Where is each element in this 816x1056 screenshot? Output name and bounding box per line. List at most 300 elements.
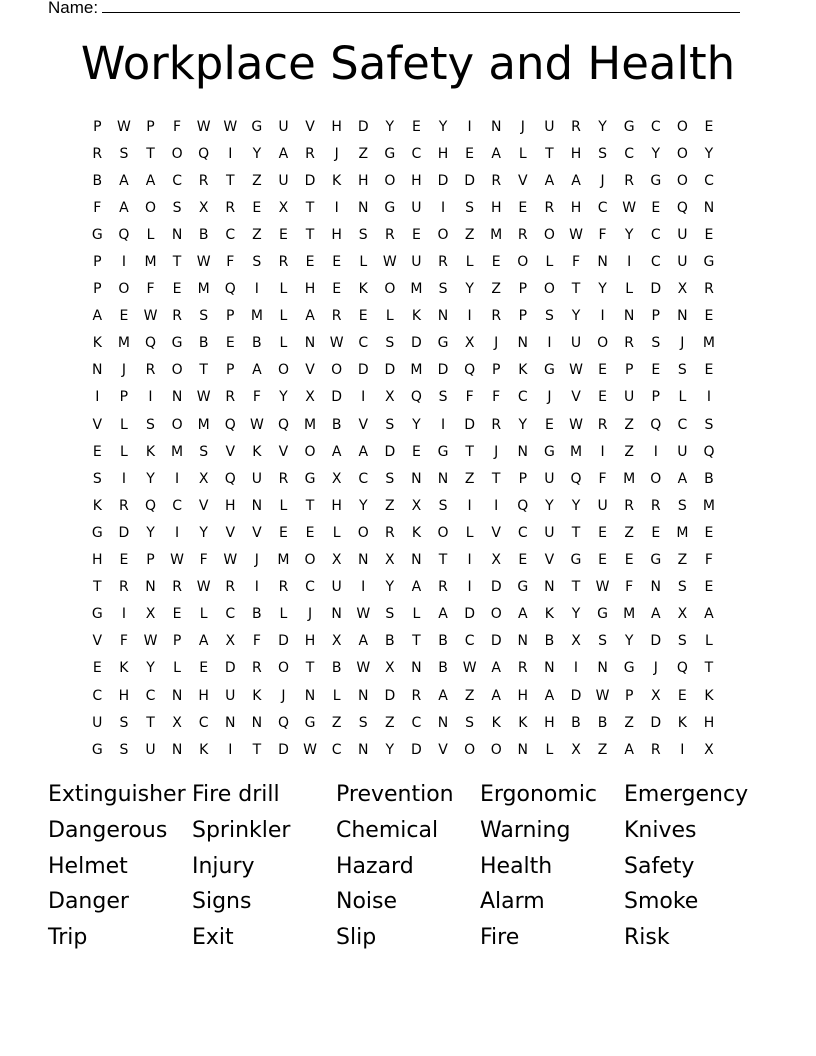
word-bank-item: Dangerous: [48, 817, 168, 843]
grid-letter: E: [624, 552, 634, 569]
grid-letter: X: [411, 497, 422, 514]
grid-letter: K: [358, 281, 368, 298]
grid-letter: W: [196, 389, 211, 406]
grid-letter: N: [92, 362, 103, 379]
grid-letter: K: [119, 660, 129, 677]
grid-letter: H: [331, 497, 342, 514]
grid-letter: X: [571, 633, 581, 650]
grid-letter: Q: [570, 470, 582, 487]
grid-letter: W: [196, 118, 211, 135]
grid-letter: Y: [624, 226, 634, 243]
grid-letter: P: [93, 281, 102, 298]
grid-letter: N: [650, 579, 661, 596]
grid-letter: E: [279, 524, 288, 541]
grid-letter: Z: [624, 714, 634, 731]
grid-letter: S: [465, 199, 475, 216]
grid-letter: O: [118, 281, 130, 298]
grid-letter: S: [385, 335, 395, 352]
grid-letter: O: [676, 118, 688, 135]
grid-letter: W: [356, 606, 371, 623]
grid-letter: G: [543, 362, 555, 379]
grid-letter: A: [198, 633, 209, 650]
grid-letter: T: [438, 552, 448, 569]
grid-letter: O: [650, 470, 662, 487]
name-underline: [102, 0, 740, 13]
grid-letter: E: [518, 199, 528, 216]
grid-letter: E: [651, 362, 661, 379]
grid-letter: Q: [517, 497, 529, 514]
grid-letter: X: [225, 633, 236, 650]
grid-letter: G: [91, 606, 103, 623]
word-bank-item: Smoke: [624, 889, 699, 915]
grid-letter: I: [600, 443, 605, 460]
grid-letter: N: [544, 579, 555, 596]
grid-letter: T: [305, 226, 315, 243]
grid-letter: Z: [624, 443, 634, 460]
grid-letter: K: [252, 687, 262, 704]
grid-letter: A: [331, 443, 342, 460]
grid-letter: R: [650, 497, 661, 514]
grid-letter: K: [411, 308, 422, 325]
grid-letter: M: [197, 281, 210, 298]
grid-letter: S: [385, 470, 395, 487]
grid-letter: H: [357, 172, 369, 189]
grid-letter: A: [438, 606, 448, 623]
grid-letter: Q: [464, 362, 476, 379]
grid-letter: C: [92, 687, 103, 704]
name-field: [48, 0, 740, 19]
grid-letter: Y: [385, 741, 395, 758]
grid-letter: W: [569, 362, 583, 379]
grid-letter: Y: [571, 606, 581, 623]
grid-letter: I: [361, 389, 366, 406]
grid-letter: H: [304, 281, 316, 298]
grid-letter: A: [491, 687, 501, 704]
word-bank-item: Prevention: [336, 782, 454, 807]
grid-letter: D: [384, 687, 396, 704]
grid-letter: P: [146, 552, 155, 569]
grid-letter: W: [223, 552, 238, 569]
grid-letter: D: [304, 172, 316, 189]
grid-letter: G: [650, 172, 662, 189]
grid-letter: O: [357, 524, 369, 541]
grid-letter: N: [597, 254, 608, 271]
grid-letter: U: [544, 118, 555, 135]
word-bank-item: Danger: [48, 889, 129, 915]
grid-letter: H: [517, 687, 529, 704]
grid-letter: M: [490, 226, 503, 243]
grid-letter: R: [172, 579, 182, 596]
grid-letter: T: [146, 145, 155, 162]
grid-letter: X: [198, 199, 209, 216]
grid-letter: T: [93, 579, 102, 596]
grid-letter: Z: [358, 145, 369, 162]
grid-letter: R: [517, 226, 528, 243]
grid-letter: E: [92, 660, 102, 677]
grid-letter: V: [491, 524, 501, 541]
word-bank-item: Trip: [48, 925, 88, 951]
grid-letter: E: [518, 552, 528, 569]
grid-letter: A: [411, 579, 422, 596]
grid-letter: A: [491, 145, 501, 162]
grid-letter: C: [411, 714, 422, 731]
grid-letter: Y: [385, 579, 395, 596]
grid-letter: M: [623, 470, 636, 487]
grid-letter: G: [597, 606, 608, 623]
grid-letter: J: [281, 687, 286, 704]
grid-letter: B: [331, 416, 342, 433]
grid-letter: A: [119, 172, 129, 189]
grid-letter: N: [171, 741, 183, 758]
grid-letter: V: [544, 552, 555, 569]
grid-letter: W: [196, 579, 211, 596]
grid-letter: U: [624, 389, 635, 406]
grid-letter: E: [704, 362, 714, 379]
grid-letter: E: [544, 416, 554, 433]
grid-letter: H: [544, 714, 555, 731]
grid-letter: U: [278, 172, 289, 189]
grid-letter: Y: [571, 497, 581, 514]
grid-letter: C: [225, 226, 236, 243]
grid-letter: J: [254, 552, 259, 569]
grid-letter: Y: [385, 118, 395, 135]
grid-letter: S: [677, 579, 687, 596]
grid-letter: X: [172, 714, 182, 731]
grid-letter: X: [145, 606, 156, 623]
grid-letter: K: [92, 497, 102, 514]
grid-letter: Y: [545, 497, 554, 514]
grid-letter: D: [331, 389, 343, 406]
grid-letter: K: [145, 443, 156, 460]
grid-letter: A: [624, 741, 634, 758]
grid-letter: Y: [704, 145, 714, 162]
grid-letter: E: [332, 281, 342, 298]
grid-letter: C: [517, 389, 528, 406]
grid-letter: I: [653, 443, 658, 460]
grid-letter: Q: [224, 470, 236, 487]
grid-letter: R: [411, 687, 422, 704]
grid-letter: O: [464, 741, 476, 758]
grid-letter: I: [680, 741, 685, 758]
grid-letter: V: [571, 389, 581, 406]
grid-letter: N: [304, 687, 316, 704]
word-bank-item: Exit: [192, 925, 234, 951]
grid-letter: H: [703, 714, 715, 731]
grid-letter: X: [331, 633, 342, 650]
grid-letter: F: [465, 389, 474, 406]
grid-letter: X: [704, 741, 714, 758]
grid-letter: V: [252, 524, 262, 541]
grid-letter: E: [411, 118, 421, 135]
grid-letter: N: [677, 308, 688, 325]
grid-letter: R: [331, 308, 342, 325]
grid-letter: L: [119, 443, 128, 460]
word-bank-item: Extinguisher: [48, 782, 186, 807]
grid-letter: J: [653, 660, 658, 677]
grid-letter: S: [146, 416, 155, 433]
grid-letter: B: [544, 633, 555, 650]
grid-letter: B: [438, 633, 448, 650]
grid-letter: T: [571, 579, 581, 596]
grid-letter: X: [385, 660, 395, 677]
grid-letter: X: [278, 199, 289, 216]
grid-letter: Y: [624, 633, 634, 650]
grid-letter: P: [624, 687, 634, 704]
grid-letter: N: [703, 199, 715, 216]
grid-letter: D: [650, 633, 662, 650]
grid-letter: Y: [465, 281, 474, 298]
grid-letter: G: [91, 741, 103, 758]
grid-letter: Z: [624, 416, 634, 433]
grid-letter: C: [225, 606, 236, 623]
grid-letter: V: [358, 416, 369, 433]
word-bank-item: Emergency: [624, 782, 749, 807]
grid-letter: M: [197, 416, 210, 433]
grid-letter: R: [278, 579, 289, 596]
grid-letter: E: [465, 145, 475, 162]
grid-letter: H: [92, 552, 103, 569]
grid-letter: M: [623, 606, 636, 623]
grid-letter: B: [704, 470, 714, 487]
grid-letter: Y: [438, 118, 448, 135]
grid-letter: R: [491, 172, 502, 189]
grid-letter: D: [224, 660, 236, 677]
grid-letter: P: [518, 308, 528, 325]
grid-letter: O: [331, 362, 343, 379]
grid-letter: H: [411, 172, 422, 189]
grid-letter: Z: [464, 687, 475, 704]
grid-letter: K: [92, 335, 102, 352]
grid-letter: R: [650, 741, 661, 758]
grid-letter: X: [331, 470, 342, 487]
grid-letter: O: [171, 145, 183, 162]
grid-letter: T: [305, 497, 315, 514]
grid-letter: C: [650, 118, 661, 135]
grid-letter: D: [437, 172, 449, 189]
grid-letter: S: [385, 606, 395, 623]
grid-letter: R: [517, 660, 528, 677]
grid-letter: M: [304, 416, 317, 433]
grid-letter: T: [252, 741, 262, 758]
grid-letter: I: [467, 552, 472, 569]
grid-letter: E: [704, 579, 714, 596]
grid-letter: W: [569, 416, 583, 433]
grid-letter: G: [650, 552, 662, 569]
grid-letter: Y: [146, 524, 155, 541]
grid-letter: P: [226, 308, 235, 325]
grid-letter: A: [544, 172, 555, 189]
grid-letter: W: [170, 552, 184, 569]
grid-letter: Z: [677, 552, 688, 569]
grid-letter: N: [145, 579, 156, 596]
grid-letter: V: [518, 172, 528, 189]
grid-letter: X: [677, 281, 688, 298]
grid-letter: A: [491, 660, 501, 677]
grid-letter: T: [412, 633, 421, 650]
grid-letter: J: [520, 118, 525, 135]
grid-letter: W: [595, 687, 610, 704]
grid-letter: I: [494, 497, 499, 514]
grid-letter: E: [305, 254, 315, 271]
grid-letter: N: [490, 118, 502, 135]
grid-letter: W: [196, 254, 211, 271]
grid-letter: A: [518, 606, 528, 623]
grid-letter: J: [600, 172, 605, 189]
grid-letter: A: [358, 633, 369, 650]
word-bank-item: Noise: [336, 889, 398, 915]
grid-letter: S: [677, 362, 687, 379]
grid-letter: O: [277, 660, 289, 677]
grid-letter: F: [199, 552, 208, 569]
grid-letter: R: [92, 145, 103, 162]
grid-letter: Q: [703, 443, 715, 460]
grid-letter: W: [329, 335, 344, 352]
grid-letter: L: [625, 281, 634, 298]
grid-letter: E: [704, 226, 714, 243]
grid-letter: I: [573, 660, 579, 677]
grid-letter: D: [464, 606, 475, 623]
grid-letter: L: [545, 741, 554, 758]
grid-letter: A: [119, 199, 129, 216]
grid-letter: X: [385, 389, 395, 406]
grid-letter: K: [677, 714, 687, 731]
grid-letter: R: [491, 308, 502, 325]
grid-letter: C: [145, 687, 156, 704]
grid-letter: S: [119, 714, 129, 731]
grid-letter: G: [570, 552, 582, 569]
grid-letter: I: [467, 118, 472, 135]
grid-letter: N: [544, 660, 555, 677]
grid-letter: E: [119, 308, 129, 325]
grid-letter: M: [676, 524, 689, 541]
grid-letter: C: [704, 172, 714, 189]
grid-letter: O: [384, 172, 396, 189]
grid-letter: C: [624, 145, 635, 162]
grid-letter: A: [358, 443, 369, 460]
grid-letter: S: [438, 389, 448, 406]
grid-letter: P: [651, 308, 660, 325]
grid-letter: U: [411, 254, 422, 271]
grid-letter: T: [571, 281, 581, 298]
grid-letter: W: [143, 633, 158, 650]
grid-letter: S: [438, 497, 448, 514]
grid-letter: S: [544, 308, 554, 325]
grid-letter: R: [571, 118, 581, 135]
grid-letter: I: [440, 416, 446, 433]
grid-letter: S: [704, 416, 714, 433]
grid-letter: S: [438, 281, 448, 298]
grid-letter: W: [116, 118, 131, 135]
grid-letter: A: [438, 687, 448, 704]
grid-letter: E: [704, 524, 714, 541]
grid-letter: Z: [624, 524, 634, 541]
grid-letter: O: [543, 226, 555, 243]
grid-letter: M: [702, 335, 715, 352]
grid-letter: H: [118, 687, 130, 704]
grid-letter: D: [490, 633, 502, 650]
grid-letter: C: [411, 145, 422, 162]
grid-letter: F: [625, 579, 634, 596]
grid-letter: L: [385, 308, 394, 325]
grid-letter: N: [437, 470, 449, 487]
grid-letter: H: [225, 497, 236, 514]
word-bank: [48, 777, 768, 956]
grid-letter: V: [225, 443, 236, 460]
grid-letter: C: [677, 416, 688, 433]
grid-letter: R: [624, 335, 635, 352]
grid-letter: W: [569, 226, 583, 243]
grid-letter: R: [597, 416, 608, 433]
grid-letter: Y: [199, 524, 208, 541]
grid-letter: L: [359, 254, 368, 271]
grid-letter: J: [307, 606, 313, 623]
grid-letter: G: [384, 199, 396, 216]
grid-letter: C: [358, 335, 369, 352]
grid-letter: D: [384, 443, 396, 460]
grid-letter: M: [144, 254, 157, 271]
grid-letter: X: [677, 606, 688, 623]
word-bank-item: Sprinkler: [192, 817, 291, 843]
grid-letter: W: [249, 416, 264, 433]
grid-letter: I: [254, 579, 259, 596]
word-bank-item: Risk: [624, 925, 670, 951]
grid-letter: N: [411, 660, 422, 677]
grid-letter: R: [119, 497, 129, 514]
grid-letter: E: [92, 443, 102, 460]
grid-letter: K: [544, 606, 554, 623]
grid-letter: U: [225, 687, 236, 704]
word-bank-item: Fire drill: [192, 782, 280, 807]
grid-letter: Z: [464, 470, 475, 487]
grid-letter: E: [172, 606, 182, 623]
grid-letter: O: [437, 226, 449, 243]
grid-letter: E: [598, 524, 607, 541]
grid-letter: I: [228, 741, 233, 758]
grid-letter: Q: [676, 199, 688, 216]
grid-letter: K: [491, 714, 501, 731]
grid-letter: A: [704, 606, 714, 623]
grid-letter: Y: [598, 281, 607, 298]
grid-letter: Q: [144, 335, 156, 352]
grid-letter: F: [252, 633, 261, 650]
grid-letter: M: [277, 552, 290, 569]
grid-letter: I: [627, 254, 632, 271]
grid-letter: N: [357, 687, 369, 704]
grid-letter: R: [225, 199, 236, 216]
grid-letter: C: [331, 741, 342, 758]
grid-letter: L: [279, 497, 288, 514]
grid-letter: S: [465, 714, 475, 731]
grid-letter: L: [279, 335, 288, 352]
grid-letter: C: [172, 172, 182, 189]
grid-letter: Q: [224, 416, 236, 433]
grid-letter: R: [624, 497, 635, 514]
grid-letter: M: [702, 497, 715, 514]
grid-letter: E: [252, 199, 262, 216]
grid-letter: Y: [358, 497, 368, 514]
grid-letter: S: [651, 335, 661, 352]
grid-letter: M: [250, 308, 263, 325]
grid-letter: R: [225, 579, 236, 596]
grid-letter: T: [146, 714, 155, 731]
grid-letter: R: [278, 254, 289, 271]
grid-letter: I: [440, 199, 446, 216]
grid-letter: Q: [676, 660, 688, 677]
grid-letter: P: [518, 281, 528, 298]
grid-letter: J: [494, 335, 499, 352]
grid-letter: Q: [198, 145, 210, 162]
grid-letter: O: [676, 172, 688, 189]
